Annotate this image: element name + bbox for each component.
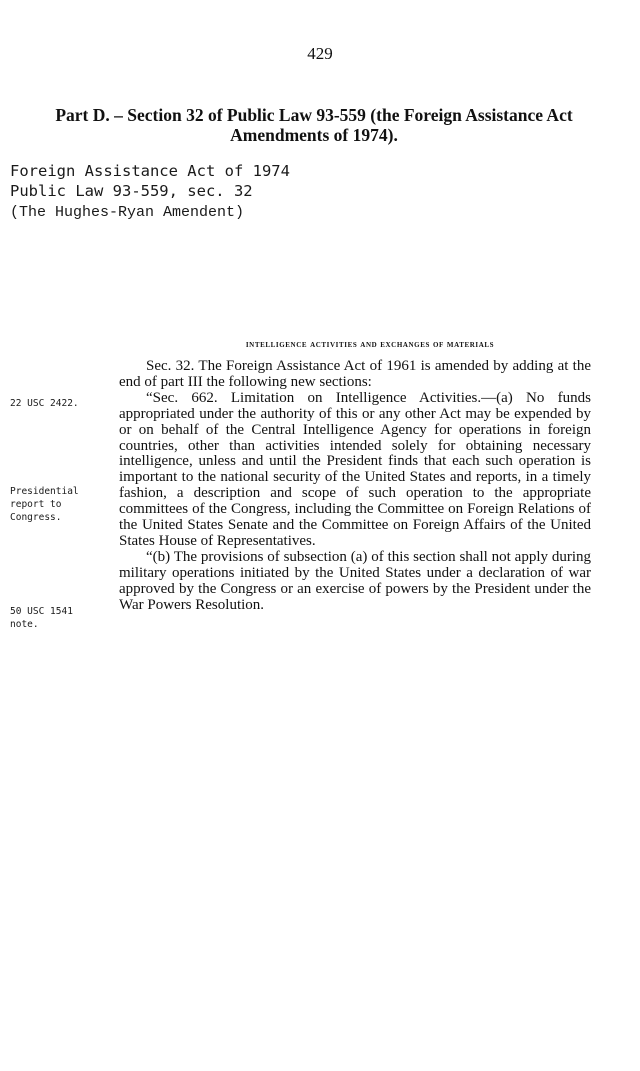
margin-note-22-usc-text: 22 USC 2422. (10, 398, 79, 409)
margin-note-line: Presidential (10, 486, 79, 497)
margin-note-line: Congress. (10, 512, 62, 523)
public-law-line: Public Law 93-559, sec. 32 (10, 182, 253, 200)
amendment-name-line: (The Hughes-Ryan Amendent) (10, 204, 245, 221)
part-heading: Part D. – Section 32 of Public Law 93-559 (the Foreign Assistance Act Amendments of 1974). (55, 105, 573, 145)
paragraph-sec-32: Sec. 32. The Foreign Assistance Act of 1961 is amended by adding at the end of part III the following new sections: (119, 358, 591, 390)
act-title-line: Foreign Assistance Act of 1974 (10, 162, 290, 180)
margin-note-line: note. (10, 619, 39, 630)
margin-note-line: 50 USC 1541 (10, 606, 73, 617)
margin-note-22-usc (10, 397, 105, 410)
margin-note-presidential-report (10, 485, 105, 524)
page-number: 429 (307, 44, 333, 63)
margin-note-50-usc (10, 605, 105, 631)
paragraph-sec-662-b: “(b) The provisions of subsection (a) of this section shall not apply during military operations initiated by the United States under a declaration of war approved by the Congress or an exercise of powers by the President under the War Powers Resolution. (119, 548, 591, 613)
section-heading: intelligence activities and exchanges of materials (245, 340, 495, 350)
statute-body (119, 359, 591, 614)
paragraph-sec-662-a: “Sec. 662. Limitation on Intelligence Activities.—(a) No funds appropriated under the authority of this or any other Act may be expended by or on behalf of the Central Intelligence Agency for operations in foreign countries, other than activities intended solely for obtaining necessary intelligence, unless and until the President finds that each such operation is important to the national security of the United States and reports, in a timely fashion, a description and scope of such operation to the appropriate committees of the Congress, including the Committee on Foreign Relations of the United States Senate and the Committee on Foreign Affairs of the United States House of Representatives. (119, 389, 591, 549)
margin-note-line: report to (10, 499, 62, 510)
typed-citation-block (10, 161, 290, 223)
